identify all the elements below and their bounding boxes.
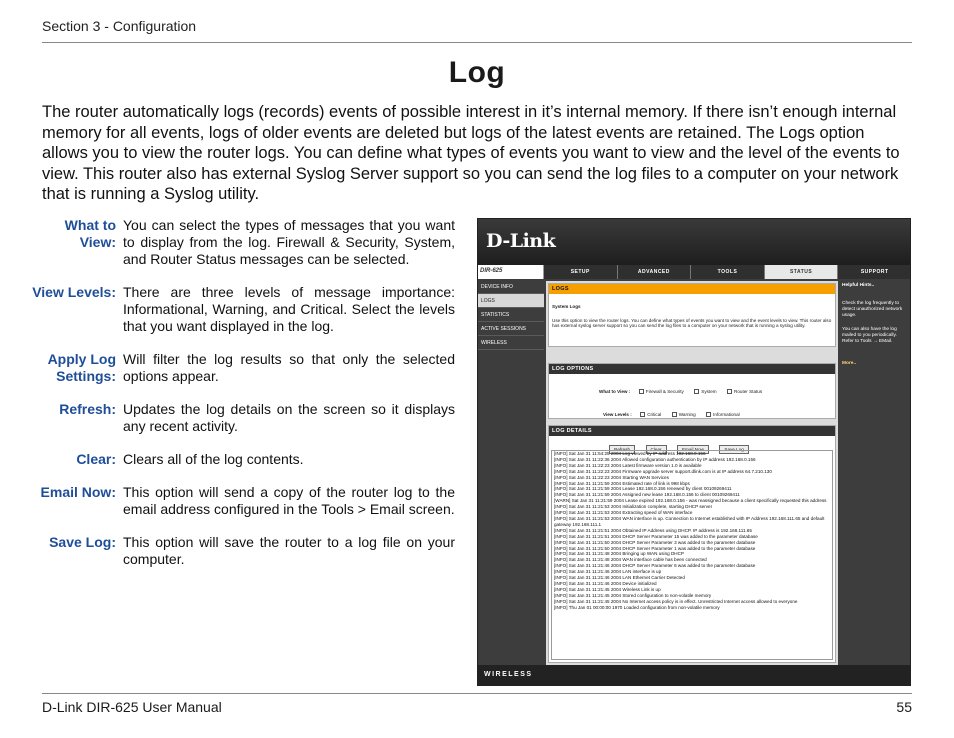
header-rule	[42, 42, 912, 43]
log-text-area	[551, 450, 833, 660]
router-screenshot	[477, 218, 911, 686]
sidebar-item-device-info: DEVICE INFO	[478, 280, 544, 294]
term-save-log	[30, 534, 462, 568]
screenshot-banner	[478, 219, 911, 265]
hints-text: You can also have the log mailed to you periodically. Refer to Tools → EMail.	[842, 327, 897, 344]
footer-rule	[42, 693, 912, 694]
checkbox-icon	[639, 389, 644, 394]
log-line: [INFO] Sat Jan 31 11:21:48 2004 Bringing up WAN using DHCP	[554, 551, 684, 557]
section-header: Section 3 - Configuration	[42, 18, 197, 34]
checkbox-icon	[672, 412, 677, 417]
model-label: DIR-625	[478, 265, 544, 279]
what-to-view-row	[549, 380, 835, 398]
logs-heading: LOGS	[549, 284, 835, 294]
term-label: Clear:	[76, 451, 116, 467]
term-refresh	[30, 401, 462, 435]
option-warning: Warning	[672, 412, 696, 417]
option-critical: Critical	[640, 412, 661, 417]
log-line: [INFO] Thu Jan 01 00:00:00 1970 Loaded configuration from non-volatile memory	[554, 604, 720, 610]
footer-manual-name: D-Link DIR-625 User Manual	[42, 699, 222, 715]
log-line: [INFO] Sat Jan 31 11:21:46 2004 Device initialized	[554, 580, 657, 586]
log-line: [INFO] Sat Jan 31 11:21:53 2004 Initialization complete, starting DHCP server	[554, 504, 713, 510]
term-email-now	[30, 484, 462, 518]
term-description: You can select the types of messages that you want to display from the log. Firewall & Security, System, and Router Status messages can be selected.	[123, 217, 455, 267]
what-to-view-label: What to View :	[599, 389, 631, 394]
option-informational: Informational	[706, 412, 740, 417]
term-description: Clears all of the log contents.	[123, 451, 304, 467]
screenshot-main	[546, 281, 838, 665]
screenshot-sidebar	[478, 280, 544, 666]
log-line: [INFO] Sat Jan 31 11:21:53 2004 Extracting speed of WAN interface	[554, 510, 693, 516]
sidebar-item-logs: LOGS	[478, 294, 544, 308]
page-title: Log	[448, 56, 506, 89]
screenshot-nav	[478, 265, 911, 279]
log-options-box	[548, 363, 836, 419]
email-now-button: Email Now	[677, 445, 709, 454]
system-logs-label: System Logs	[552, 304, 581, 309]
screenshot-footer	[478, 665, 911, 685]
term-label: Refresh:	[59, 401, 116, 417]
dlink-logo: D-Link	[486, 230, 556, 252]
log-line: [INFO] Sat Jan 31 11:21:59 2004 Estimated rate of link is 998 kbps	[554, 480, 690, 486]
sidebar-item-wireless: WIRELESS	[478, 336, 544, 350]
option-system: System	[694, 389, 716, 394]
tab-status: STATUS	[765, 265, 839, 279]
option-firewall: Firewall & Security	[639, 389, 684, 394]
option-router-status: Router Status	[727, 389, 762, 394]
term-description: This option will send a copy of the router log to the email address configured in the Tools > Email screen.	[123, 484, 455, 517]
save-log-button: Save Log	[719, 445, 748, 454]
tab-setup: SETUP	[544, 265, 618, 279]
log-details-heading: LOG DETAILS	[549, 426, 835, 436]
intro-paragraph: The router automatically logs (records) events of possible interest in it’s internal memory. If there isn’t enough internal memory for all events, logs of older events are deleted but logs of the latest events are retained. The Logs option allows you to view the router logs. You can define what types of events you want to view and the level of the events to view. This router also has external Syslog Server support so you can send the log files to a computer on your network that is running a Syslog utility.	[42, 103, 900, 203]
log-line: [INFO] Sat Jan 31 11:21:46 2004 DHCP Server Parameter 6 was added to the parameter database	[554, 563, 756, 569]
term-label: Apply Log Settings:	[47, 351, 116, 384]
log-line: [INFO] Sat Jan 31 11:21:53 2004 WAN interface is up. Connection to Internet established with IP Address 192.168.111.65 and default gateway 192.168.111.1	[554, 515, 825, 527]
sidebar-item-statistics: STATISTICS	[478, 308, 544, 322]
term-label: What to View:	[64, 217, 116, 250]
log-line: [INFO] Sat Jan 31 11:21:45 2004 Wireless Link is up	[554, 586, 661, 592]
term-description: Updates the log details on the screen so it displays any recent activity.	[123, 401, 455, 434]
log-line: [INFO] Sat Jan 31 11:21:46 2004 LAN interface is up	[554, 569, 662, 575]
log-line: [INFO] Sat Jan 31 11:54:25 2004 Log viewed by IP address 192.168.0.156	[554, 451, 706, 456]
log-line: [INFO] Sat Jan 31 11:21:50 2004 DHCP Server Parameter 3 was added to the parameter database	[554, 539, 756, 545]
checkbox-icon	[640, 412, 645, 417]
checkbox-icon	[694, 389, 699, 394]
hints-heading: Helpful Hints..	[842, 283, 875, 288]
clear-button: Clear	[646, 445, 667, 454]
term-label: View Levels:	[32, 284, 116, 300]
log-line: [WARN] Sat Jan 31 11:21:59 2004 Lease expired 192.168.0.156 - was reassigned because a client specifically requested this address	[554, 498, 827, 504]
tab-tools: TOOLS	[691, 265, 765, 279]
logs-box	[548, 283, 836, 347]
term-description: This option will save the router to a log file on your computer.	[123, 534, 455, 567]
tab-support: SUPPORT	[838, 265, 911, 279]
refresh-button: Refresh	[609, 445, 635, 454]
helpful-hints	[840, 281, 910, 665]
term-label: Save Log:	[49, 534, 116, 550]
log-line: [INFO] Sat Jan 31 11:21:45 2004 No Internet access policy is in effect. Unrestricted Internet access allowed to everyone	[554, 598, 798, 604]
term-description: There are three levels of message importance: Informational, Warning, and Critical. Select the levels that you want displayed in the log.	[123, 284, 455, 334]
log-line: [INFO] Sat Jan 31 11:22:23 2004 Starting WAN Services	[554, 474, 669, 480]
hints-more-link: More..	[842, 361, 857, 366]
term-list	[30, 217, 462, 568]
log-line: [INFO] Sat Jan 31 11:21:45 2004 Stored configuration to non-volatile memory	[554, 592, 712, 598]
term-apply-log-settings	[30, 351, 462, 385]
view-levels-row	[549, 403, 835, 421]
log-line: [INFO] Sat Jan 31 11:22:23 2004 Latest firmware version 1.0 is available	[554, 462, 702, 468]
log-line: [INFO] Sat Jan 31 11:21:50 2004 DHCP Server Parameter 1 was added to the parameter database	[554, 545, 756, 551]
view-levels-label: View Levels :	[603, 412, 632, 417]
log-line: [INFO] Sat Jan 31 11:21:59 2004 Assigned new lease 192.168.0.156 to client 00109269411	[554, 492, 740, 498]
tab-advanced: ADVANCED	[618, 265, 692, 279]
term-clear	[30, 451, 462, 468]
log-details-box	[548, 425, 836, 663]
logs-description: Use this option to view the router logs. You can define what types of events you want to view and the event levels to view. This router also has external syslog server support so you can send the log files to a computer on your network that is running a syslog utility.	[552, 317, 832, 329]
log-line: [INFO] Sat Jan 31 11:21:46 2004 LAN Ethernet Carrier Detected	[554, 575, 685, 581]
page-number: 55	[896, 699, 912, 715]
log-line: [INFO] Sat Jan 31 11:21:51 2004 Obtained IP Address using DHCP. IP address is 192.168.111.65	[554, 527, 752, 533]
sidebar-item-active-sessions: ACTIVE SESSIONS	[478, 322, 544, 336]
hints-text: Check the log frequently to detect unauthorized network usage.	[842, 301, 903, 318]
log-line: [INFO] Sat Jan 31 11:21:59 2004 Lease 192.168.0.156 renewed by client 00109269411	[554, 486, 732, 492]
checkbox-icon	[706, 412, 711, 417]
checkbox-icon	[727, 389, 732, 394]
log-line: [INFO] Sat Jan 31 11:21:51 2004 DHCP Server Parameter 15 was added to the parameter database	[554, 533, 758, 539]
log-line: [INFO] Sat Jan 31 11:22:36 2004 Allowed configuration authentication by IP address 192.168.0.156	[554, 456, 756, 462]
log-options-heading: LOG OPTIONS	[549, 364, 835, 374]
term-description: Will filter the log results so that only the selected options appear.	[123, 351, 455, 384]
term-label: Email Now:	[40, 484, 116, 500]
wireless-label: WIRELESS	[484, 671, 533, 678]
log-line: [INFO] Sat Jan 31 11:21:48 2004 WAN interface cable has been connected	[554, 557, 707, 563]
term-view-levels	[30, 284, 462, 335]
term-what-to-view	[30, 217, 462, 268]
log-line: [INFO] Sat Jan 31 11:22:23 2004 Firmware upgrade server support.dlink.com is at IP address 64.7.210.130	[554, 468, 772, 474]
